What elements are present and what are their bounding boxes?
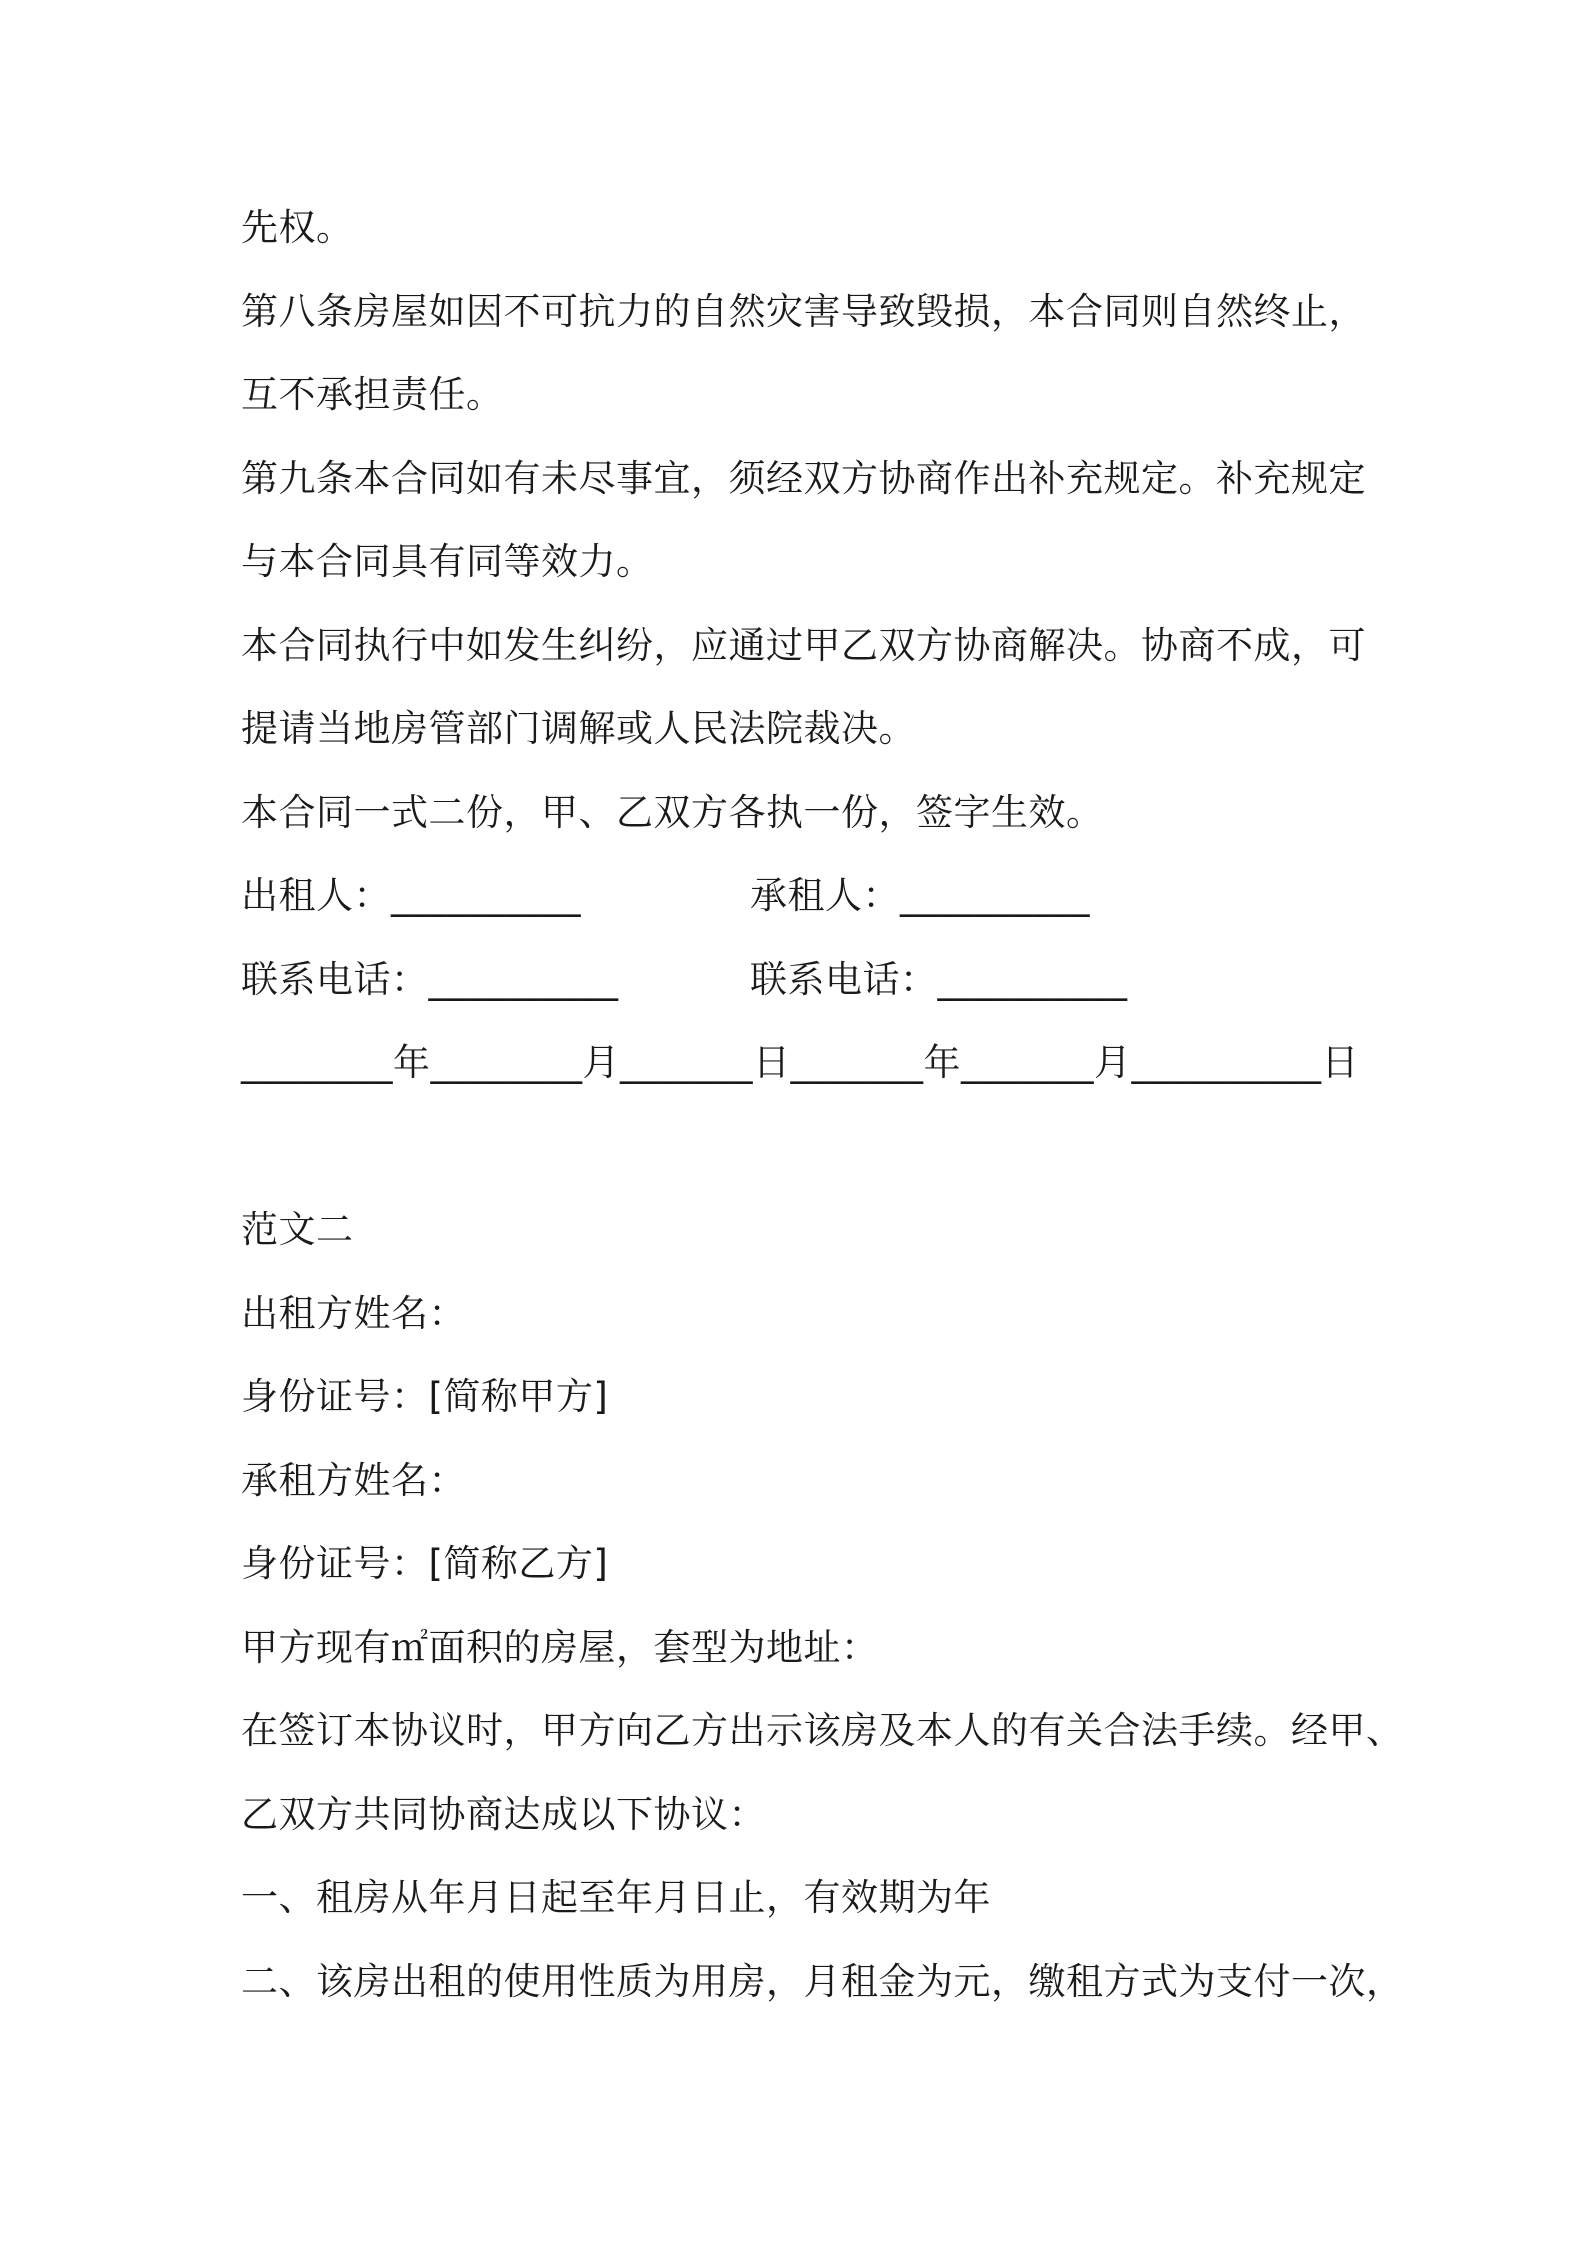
- text-line: 出租方姓名：: [241, 1292, 466, 1335]
- text-line: 提请当地房管部门调解或人民法院裁决。: [241, 707, 916, 750]
- lessee-phone: 联系电话：__________: [750, 958, 1128, 1001]
- text-line: 先权。: [241, 206, 354, 249]
- text-line: 身份证号：[简称乙方]: [241, 1542, 609, 1585]
- text-line: 承租方姓名：: [241, 1459, 466, 1502]
- date-line: ________年________月_______日_______年_______月__________日: [241, 1041, 1359, 1084]
- text-line: 与本合同具有同等效力。: [241, 540, 654, 583]
- text-line: 乙双方共同协商达成以下协议：: [241, 1793, 766, 1836]
- lessor-signature: 出租人：__________: [241, 874, 581, 917]
- section-heading: 范文二: [241, 1208, 354, 1251]
- text-line: 本合同执行中如发生纠纷，应通过甲乙双方协商解决。协商不成，可: [241, 624, 1366, 667]
- text-line: 本合同一式二份，甲、乙双方各执一份，签字生效。: [241, 791, 1104, 834]
- text-line: 身份证号：[简称甲方]: [241, 1375, 609, 1418]
- lessor-phone: 联系电话：__________: [241, 958, 619, 1001]
- text-line: 第八条房屋如因不可抗力的自然灾害导致毁损，本合同则自然终止，: [241, 290, 1366, 333]
- text-line: 第九条本合同如有未尽事宜，须经双方协商作出补充规定。补充规定: [241, 457, 1366, 500]
- text-line: 互不承担责任。: [241, 373, 504, 416]
- text-line: 在签订本协议时，甲方向乙方出示该房及本人的有关合法手续。经甲、: [241, 1709, 1404, 1752]
- text-line: 二、该房出租的使用性质为用房，月租金为元，缴租方式为支付一次，: [241, 1960, 1404, 2003]
- text-line: 甲方现有㎡面积的房屋，套型为地址：: [241, 1626, 879, 1669]
- text-line: 一、租房从年月日起至年月日止，有效期为年: [241, 1876, 991, 1919]
- lessee-signature: 承租人：__________: [750, 874, 1090, 917]
